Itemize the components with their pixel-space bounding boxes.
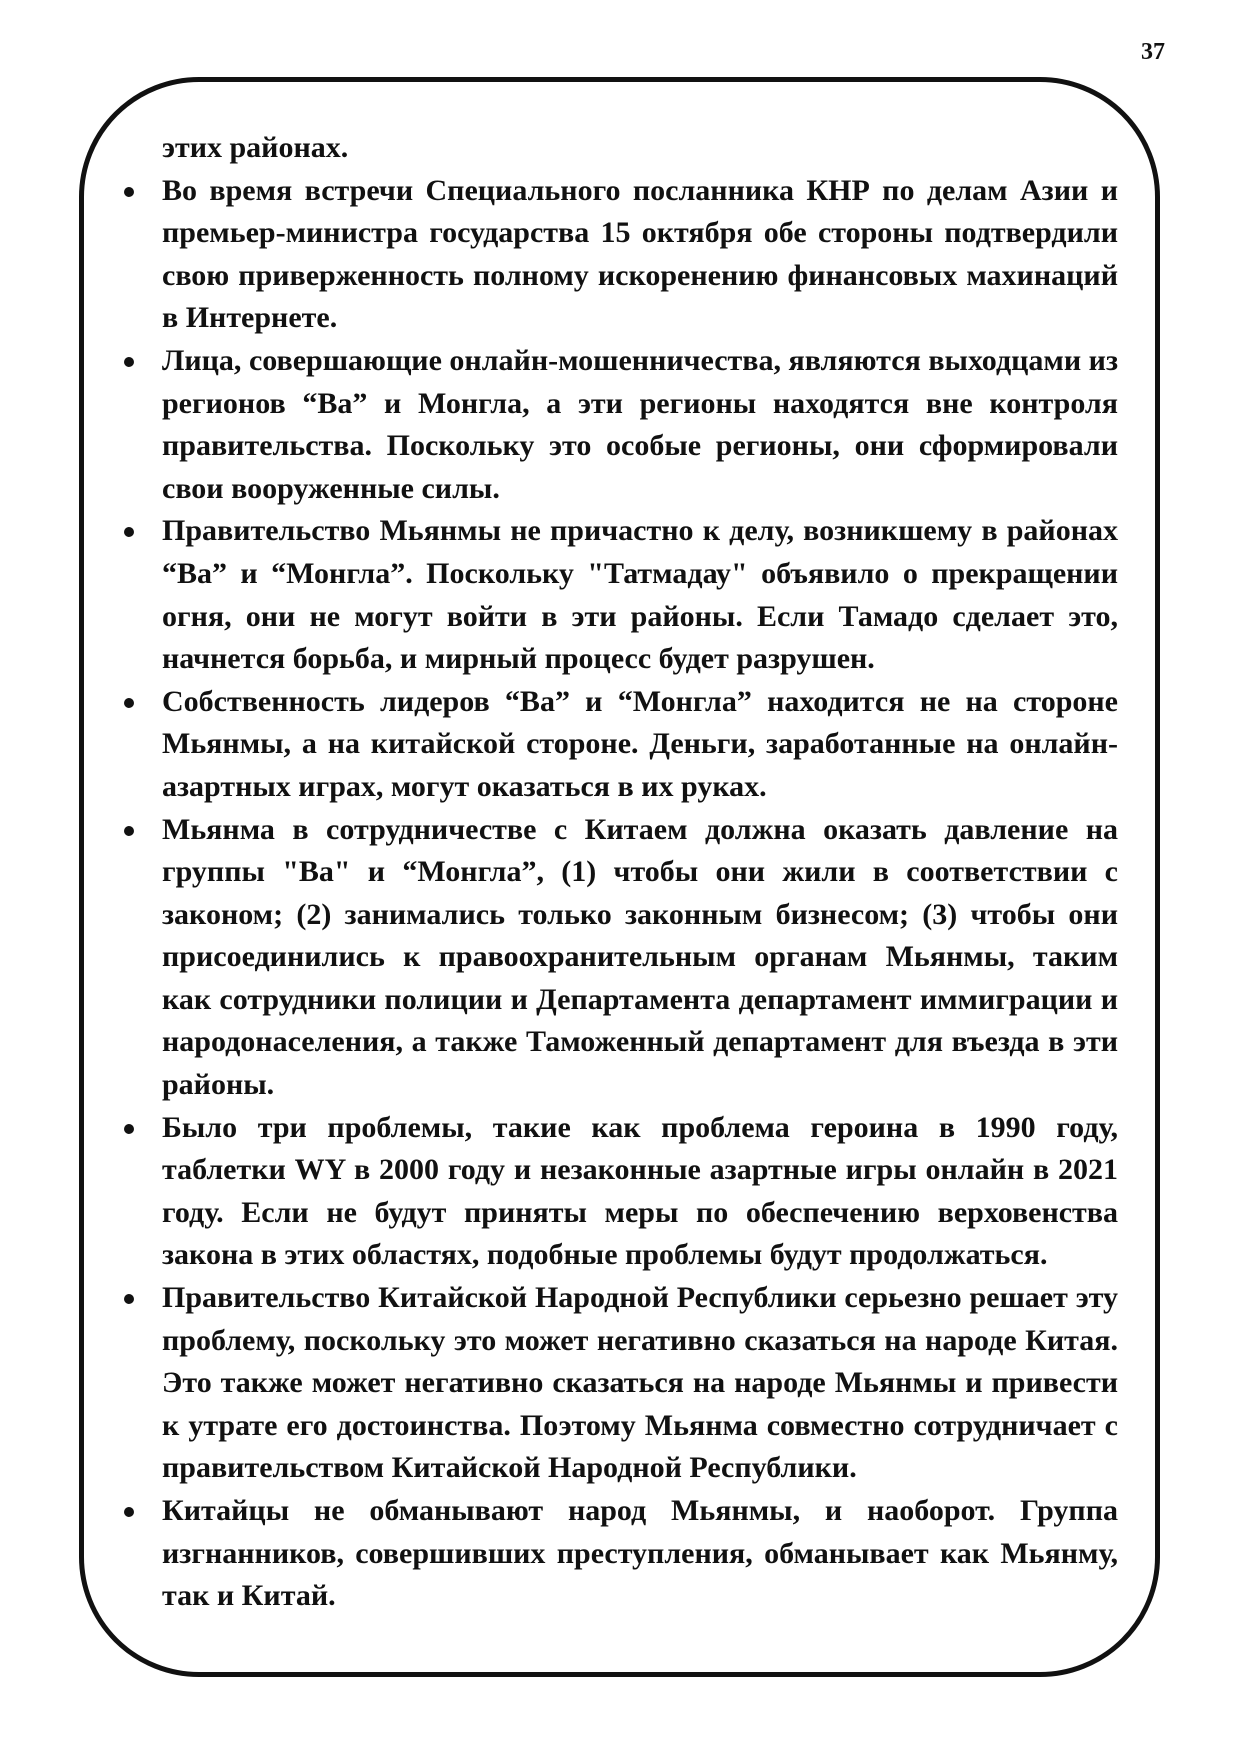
bullet-item bbox=[120, 510, 1118, 680]
bullet-icon bbox=[124, 357, 134, 367]
bullet-text: Лица, совершающие онлайн-мошенничества, являются выходцами из регионов “Ва” и Монгла, а эти регионы находятся вне контроля правительства. Поскольку это особые регионы, они сформировали свои вооруженные силы. bbox=[162, 343, 1118, 505]
bullet-item bbox=[120, 681, 1118, 809]
bullet-text: Правительство Китайской Народной Республики серьезно решает эту проблему, поскольку это может негативно сказаться на народе Китая. Это также может негативно сказаться на народе Мьянмы и привести к утрате его достоинства. Поэтому Мьянма совместно сотрудничает с правительством Китайской Народной Республики. bbox=[162, 1281, 1118, 1485]
bullet-item bbox=[120, 170, 1118, 340]
body-text bbox=[120, 127, 1118, 1618]
bullet-text: Мьянма в сотрудничестве с Китаем должна оказать давление на группы "Ва" и “Монгла”, (1) чтобы они жили в соответствии с законом; (2) занимались только законным бизнесом; (3) чтобы они присоединились к правоохранительным органам Мьянмы, таким как сотрудники полиции и Департамента департамент иммиграции и народонаселения, а также Таможенный департамент для въезда в эти районы. bbox=[162, 812, 1118, 1102]
bullet-icon bbox=[124, 527, 134, 537]
bullet-item bbox=[120, 340, 1118, 510]
bullet-icon bbox=[124, 826, 134, 836]
page-number: 37 bbox=[1141, 39, 1165, 65]
bullet-item bbox=[120, 809, 1118, 1107]
bullet-item bbox=[120, 1107, 1118, 1277]
bullet-icon bbox=[124, 1124, 134, 1134]
bullet-item bbox=[120, 1490, 1118, 1618]
bullet-list bbox=[120, 170, 1118, 1618]
bullet-item bbox=[120, 1277, 1118, 1490]
bullet-text: Китайцы не обманывают народ Мьянмы, и наоборот. Группа изгнанников, совершивших преступления, обманывает как Мьянму, так и Китай. bbox=[162, 1494, 1118, 1613]
bullet-text: Во время встречи Специального посланника КНР по делам Азии и премьер-министра государства 15 октября обе стороны подтвердили свою приверженность полному искоренению финансовых махинаций в Интернете. bbox=[162, 173, 1118, 335]
bullet-text: Было три проблемы, такие как проблема героина в 1990 году, таблетки WY в 2000 году и незаконные азартные игры онлайн в 2021 году. Если не будут приняты меры по обеспечению верховенства закона в этих областях, подобные проблемы будут продолжаться. bbox=[162, 1110, 1118, 1272]
bullet-icon bbox=[124, 1294, 134, 1304]
bullet-icon bbox=[124, 187, 134, 197]
bullet-icon bbox=[124, 698, 134, 708]
bullet-icon bbox=[124, 1507, 134, 1517]
bullet-text: Собственность лидеров “Ва” и “Монгла” находится не на стороне Мьянмы, а на китайской стороне. Деньги, заработанные на онлайн-азартных играх, могут оказаться в их руках. bbox=[162, 684, 1118, 803]
bullet-text: Правительство Мьянмы не причастно к делу, возникшему в районах “Ва” и “Монгла”. Поскольку "Татмадау" объявило о прекращении огня, они не могут войти в эти районы. Если Тамадо сделает это, начнется борьба, и мирный процесс будет разрушен. bbox=[162, 514, 1118, 676]
continuation-paragraph: этих районах. bbox=[162, 131, 349, 164]
